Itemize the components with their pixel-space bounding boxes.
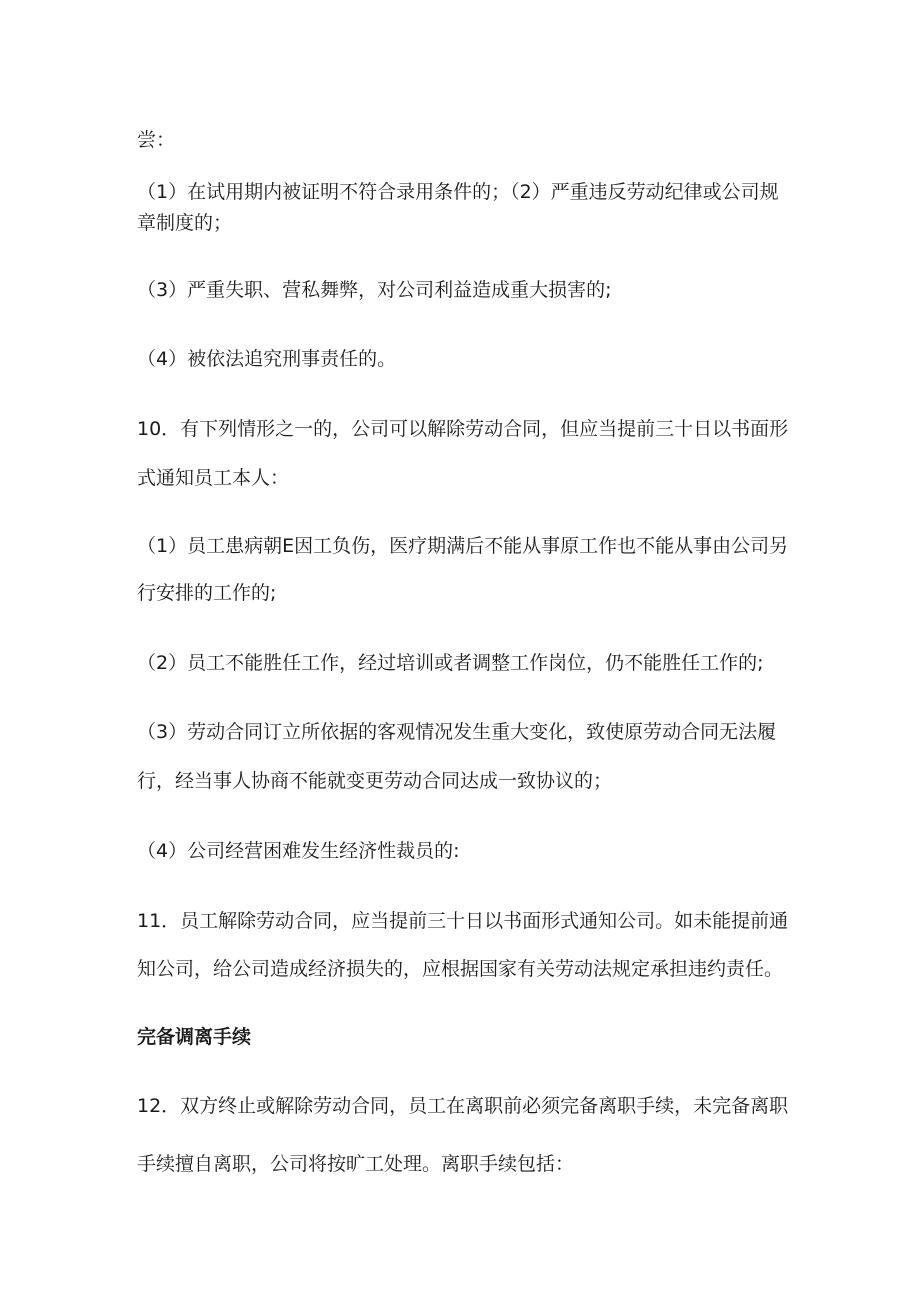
text-line: （2）员工不能胜任工作，经过培训或者调整工作岗位，仍不能胜任工作的; xyxy=(137,652,764,674)
text-line: （3）劳动合同订立所依据的客观情况发生重大变化，致使原劳动合同无法履 xyxy=(137,721,777,743)
text-line: （4）公司经营困难发生经济性裁员的: xyxy=(137,840,460,862)
text-line: 章制度的； xyxy=(137,212,233,234)
text-line: 式通知员工本人： xyxy=(137,467,290,489)
section-heading: 完备调离手续 xyxy=(137,1026,252,1048)
text-line: 知公司，给公司造成经济损失的，应根据国家有关劳动法规定承担违约责任。 xyxy=(137,958,784,980)
text-line: （1）在试用期内被证明不符合录用条件的；（2）严重违反劳动纪律或公司规 xyxy=(137,181,779,203)
text-line: 10．有下列情形之一的，公司可以解除劳动合同，但应当提前三十日以书面形 xyxy=(137,418,789,440)
text-line: 行安排的工作的; xyxy=(137,582,277,604)
text-line: 12．双方终止或解除劳动合同，员工在离职前必须完备离职手续，未完备离职 xyxy=(137,1095,789,1117)
text-line: （4）被依法追究刑事责任的。 xyxy=(137,348,397,370)
text-line: 尝： xyxy=(137,129,176,151)
text-line: （1）员工患病朝E因工负伤，医疗期满后不能从事原工作也不能从事由公司另 xyxy=(137,535,789,557)
text-line: 行，经当事人协商不能就变更劳动合同达成一致协议的； xyxy=(137,770,613,792)
text-line: （3）严重失职、营私舞弊，对公司利益造成重大损害的; xyxy=(137,279,612,301)
text-line: 手续擅自离职，公司将按旷工处理。离职手续包括： xyxy=(137,1153,575,1175)
text-line: 11．员工解除劳动合同，应当提前三十日以书面形式通知公司。如未能提前通 xyxy=(137,910,789,932)
